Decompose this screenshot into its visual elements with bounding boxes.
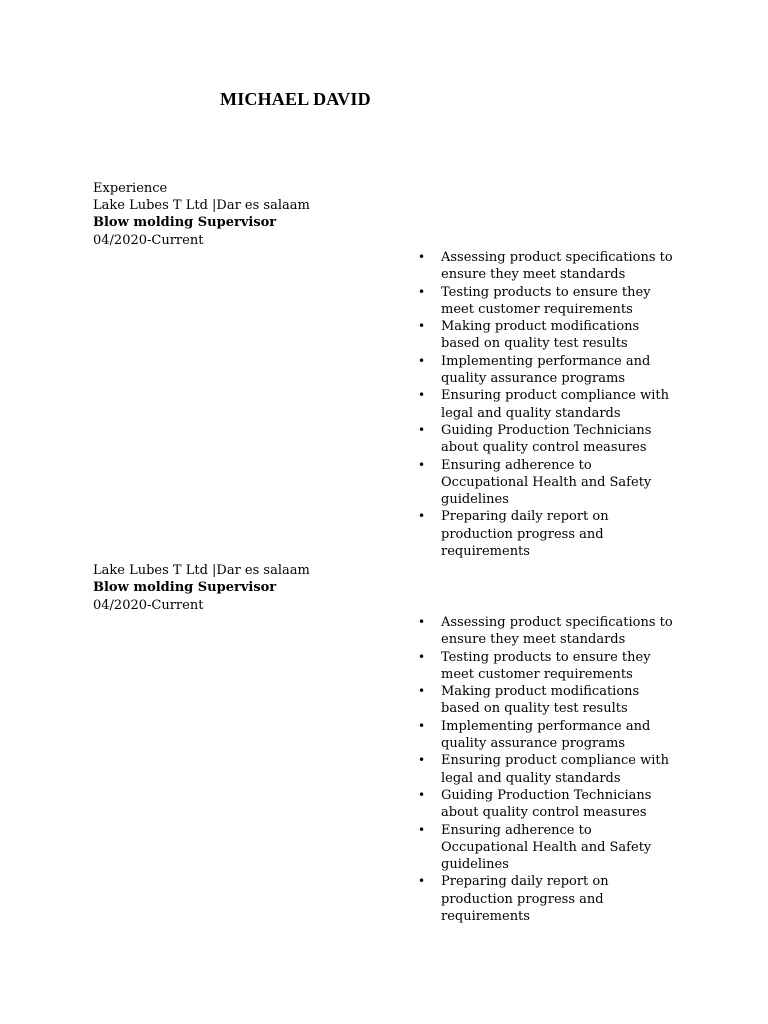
duties-list — [418, 614, 678, 925]
resume-name: MICHAEL DAVID — [220, 89, 371, 109]
duty-item — [418, 353, 678, 388]
bullet-icon: • — [418, 822, 426, 837]
section-heading-experience: Experience — [93, 181, 168, 196]
duty-text: Making product modifications based on quality test results — [441, 319, 640, 352]
bullet-icon: • — [418, 718, 426, 733]
duty-item — [418, 318, 678, 353]
bullet-icon: • — [418, 422, 426, 437]
bullet-icon: • — [418, 250, 426, 264]
duty-item — [418, 752, 678, 787]
duty-text: Testing products to ensure they meet customer requirements — [441, 284, 651, 317]
bullet-icon: • — [418, 388, 426, 403]
duty-item — [418, 422, 678, 457]
duty-item — [418, 649, 678, 684]
duty-text: Ensuring product compliance with legal and quality standards — [441, 753, 669, 786]
duty-text: Implementing performance and quality assurance programs — [441, 718, 651, 752]
duty-text: Preparing daily report on production progress and requirements — [441, 874, 609, 925]
bullet-icon: • — [418, 457, 426, 472]
duty-text: Ensuring product compliance with legal and quality standards — [441, 388, 669, 421]
job-entry — [93, 197, 693, 560]
duty-item — [418, 284, 678, 319]
duty-item — [418, 787, 678, 822]
job-title: Blow molding Supervisor — [93, 215, 277, 231]
duty-text: Guiding Production Technicians about quality control measures — [441, 787, 652, 821]
job-title: Blow molding Supervisor — [93, 580, 277, 596]
duty-text: Implementing performance and quality assurance programs — [441, 353, 651, 387]
duty-text: Assessing product specifications to ensure they meet standards — [441, 615, 673, 648]
bullet-icon: • — [418, 684, 426, 699]
duty-item — [418, 387, 678, 422]
duty-text: Assessing product specifications to ensure they meet standards — [441, 250, 673, 283]
duty-text: Testing products to ensure they meet customer requirements — [441, 649, 651, 682]
duty-item — [418, 822, 678, 874]
duty-text: Ensuring adherence to Occupational Health and Safety guidelines — [441, 457, 652, 508]
duties-list — [418, 249, 678, 560]
duty-text: Guiding Production Technicians about quality control measures — [441, 422, 652, 456]
duty-item — [418, 873, 678, 925]
duty-item — [418, 614, 678, 649]
bullet-icon: • — [418, 649, 426, 664]
duty-text: Making product modifications based on quality test results — [441, 684, 640, 717]
job-dates: 04/2020-Current — [93, 597, 204, 613]
job-company: Lake Lubes T Ltd |Dar es salaam — [93, 563, 310, 578]
duty-text: Preparing daily report on production progress and requirements — [441, 509, 609, 560]
bullet-icon: • — [418, 319, 426, 334]
duty-item — [418, 718, 678, 753]
job-company: Lake Lubes T Ltd |Dar es salaam — [93, 198, 310, 213]
bullet-icon: • — [418, 787, 426, 802]
bullet-icon: • — [418, 874, 426, 889]
duty-item — [418, 683, 678, 718]
job-entry — [93, 562, 693, 925]
bullet-icon: • — [418, 753, 426, 768]
bullet-icon: • — [418, 284, 426, 299]
job-dates: 04/2020-Current — [93, 232, 204, 248]
duty-text: Ensuring adherence to Occupational Health and Safety guidelines — [441, 822, 652, 873]
bullet-icon: • — [418, 509, 426, 524]
duty-item — [418, 457, 678, 509]
duty-item — [418, 508, 678, 560]
bullet-icon: • — [418, 353, 426, 368]
bullet-icon: • — [418, 615, 426, 629]
duty-item — [418, 249, 678, 284]
